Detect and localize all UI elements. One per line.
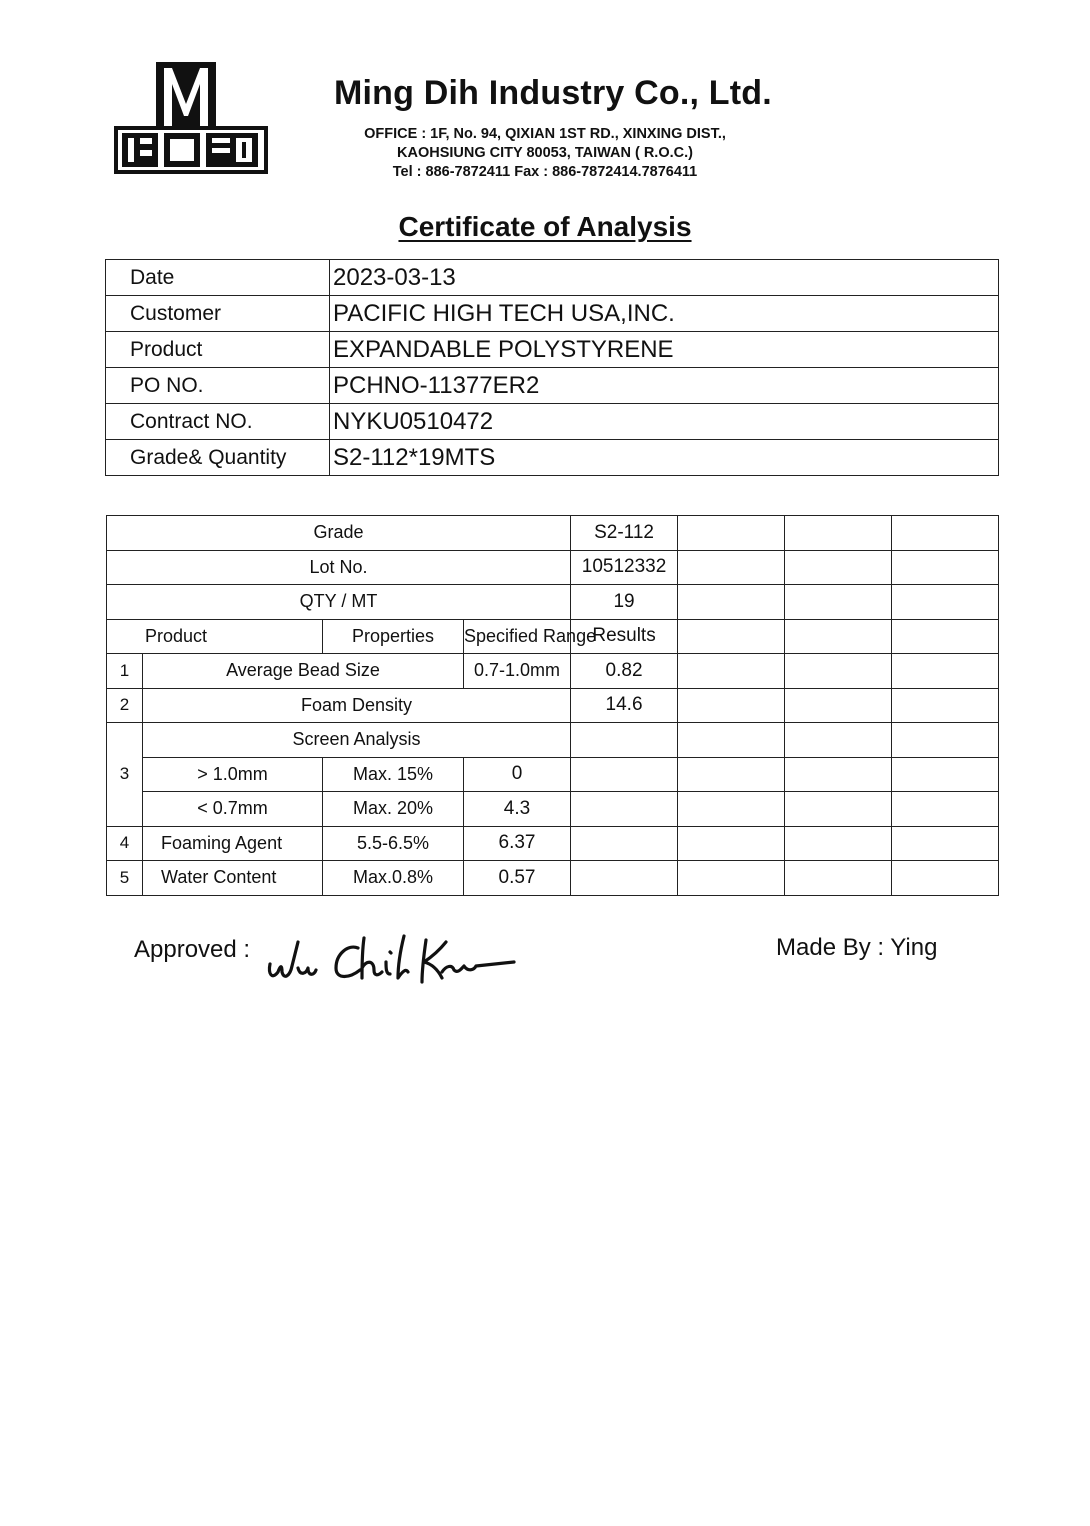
grade-label: Grade bbox=[107, 516, 571, 551]
table-row bbox=[107, 861, 999, 896]
empty-cell bbox=[571, 757, 678, 792]
empty-cell bbox=[785, 861, 892, 896]
info-value: S2-112*19MTS bbox=[330, 440, 999, 476]
result-value: 0.57 bbox=[464, 861, 571, 896]
office-address-line-2: KAOHSIUNG CITY 80053, TAIWAN ( R.O.C.) bbox=[397, 145, 693, 161]
table-row bbox=[107, 654, 999, 689]
property-name: Water Content bbox=[143, 861, 323, 896]
empty-cell bbox=[678, 688, 785, 723]
table-row bbox=[107, 757, 999, 792]
empty-cell bbox=[678, 516, 785, 551]
empty-cell bbox=[785, 723, 892, 758]
qty-value: 19 bbox=[571, 585, 678, 620]
row-number: 5 bbox=[107, 861, 143, 896]
info-label: Grade& Quantity bbox=[106, 440, 330, 476]
company-logo bbox=[112, 60, 270, 176]
result-value: 14.6 bbox=[571, 688, 678, 723]
empty-cell bbox=[785, 792, 892, 827]
specified-range-header: Specified Range bbox=[464, 619, 571, 654]
property-name: Foaming Agent bbox=[143, 826, 323, 861]
lot-label: Lot No. bbox=[107, 550, 571, 585]
empty-cell bbox=[678, 619, 785, 654]
info-row-product bbox=[106, 332, 999, 368]
property-name: < 0.7mm bbox=[143, 792, 323, 827]
info-value: PCHNO-11377ER2 bbox=[330, 368, 999, 404]
table-row bbox=[107, 688, 999, 723]
info-value: EXPANDABLE POLYSTYRENE bbox=[330, 332, 999, 368]
property-name: Average Bead Size bbox=[143, 654, 464, 689]
lot-row bbox=[107, 550, 999, 585]
column-header-row bbox=[107, 619, 999, 654]
row-number: 3 bbox=[107, 723, 143, 827]
info-row-grade-quantity bbox=[106, 440, 999, 476]
empty-cell bbox=[892, 585, 999, 620]
empty-cell bbox=[892, 792, 999, 827]
empty-cell bbox=[892, 619, 999, 654]
empty-cell bbox=[785, 654, 892, 689]
result-value: 6.37 bbox=[464, 826, 571, 861]
properties-header: Properties bbox=[323, 619, 464, 654]
result-value: 0.82 bbox=[571, 654, 678, 689]
specified-range: 0.7-1.0mm bbox=[464, 654, 571, 689]
info-value: PACIFIC HIGH TECH USA,INC. bbox=[330, 296, 999, 332]
empty-cell bbox=[678, 792, 785, 827]
property-name: Foam Density bbox=[143, 688, 571, 723]
property-name: Screen Analysis bbox=[143, 723, 571, 758]
info-label: Contract NO. bbox=[106, 404, 330, 440]
made-by-label: Made By : Ying bbox=[776, 934, 938, 961]
empty-cell bbox=[678, 723, 785, 758]
row-number: 4 bbox=[107, 826, 143, 861]
info-label: Product bbox=[106, 332, 330, 368]
shipment-info-table bbox=[105, 259, 999, 476]
info-label: Date bbox=[106, 260, 330, 296]
company-name: Ming Dih Industry Co., Ltd. bbox=[334, 74, 772, 112]
grade-value: S2-112 bbox=[571, 516, 678, 551]
empty-cell bbox=[571, 861, 678, 896]
specified-range: 5.5-6.5% bbox=[323, 826, 464, 861]
qty-label: QTY / MT bbox=[107, 585, 571, 620]
info-label: PO NO. bbox=[106, 368, 330, 404]
qty-row bbox=[107, 585, 999, 620]
specified-range: Max. 15% bbox=[323, 757, 464, 792]
table-row bbox=[107, 792, 999, 827]
contact-numbers: Tel : 886-7872411 Fax : 886-7872414.7876411 bbox=[392, 164, 698, 180]
approved-label: Approved : bbox=[134, 936, 251, 963]
info-row-contract-number bbox=[106, 404, 999, 440]
empty-cell bbox=[678, 826, 785, 861]
empty-cell bbox=[785, 619, 892, 654]
info-row-date bbox=[106, 260, 999, 296]
row-number: 2 bbox=[107, 688, 143, 723]
empty-cell bbox=[892, 654, 999, 689]
empty-cell bbox=[785, 550, 892, 585]
empty-cell bbox=[892, 757, 999, 792]
info-value: 2023-03-13 bbox=[330, 260, 999, 296]
result-value: 0 bbox=[464, 757, 571, 792]
empty-cell bbox=[892, 688, 999, 723]
empty-cell bbox=[678, 585, 785, 620]
empty-cell bbox=[678, 861, 785, 896]
empty-cell bbox=[571, 792, 678, 827]
empty-cell bbox=[678, 757, 785, 792]
grade-row bbox=[107, 516, 999, 551]
empty-cell bbox=[678, 654, 785, 689]
empty-cell bbox=[678, 550, 785, 585]
empty-cell bbox=[892, 723, 999, 758]
property-name: > 1.0mm bbox=[143, 757, 323, 792]
info-row-po-number bbox=[106, 368, 999, 404]
empty-cell bbox=[785, 757, 892, 792]
empty-cell bbox=[785, 516, 892, 551]
row-number: 1 bbox=[107, 654, 143, 689]
empty-cell bbox=[892, 861, 999, 896]
product-header: Product bbox=[107, 619, 323, 654]
results-header: Results bbox=[571, 619, 678, 654]
empty-cell bbox=[571, 826, 678, 861]
document-title: Certificate of Analysis bbox=[398, 211, 692, 242]
info-label: Customer bbox=[106, 296, 330, 332]
empty-cell bbox=[892, 516, 999, 551]
empty-cell bbox=[892, 826, 999, 861]
handwritten-signature bbox=[262, 928, 522, 992]
empty-cell bbox=[785, 688, 892, 723]
specified-range: Max.0.8% bbox=[323, 861, 464, 896]
lot-value: 10512332 bbox=[571, 550, 678, 585]
info-value: NYKU0510472 bbox=[330, 404, 999, 440]
empty-cell bbox=[785, 826, 892, 861]
table-row bbox=[107, 723, 999, 758]
table-row bbox=[107, 826, 999, 861]
empty-cell bbox=[892, 550, 999, 585]
specified-range: Max. 20% bbox=[323, 792, 464, 827]
office-address-line-1: OFFICE : 1F, No. 94, QIXIAN 1ST RD., XINXING DIST., bbox=[364, 126, 726, 142]
analysis-results-table bbox=[106, 515, 999, 896]
result-value: 4.3 bbox=[464, 792, 571, 827]
empty-cell bbox=[785, 585, 892, 620]
info-row-customer bbox=[106, 296, 999, 332]
empty-cell bbox=[571, 723, 678, 758]
